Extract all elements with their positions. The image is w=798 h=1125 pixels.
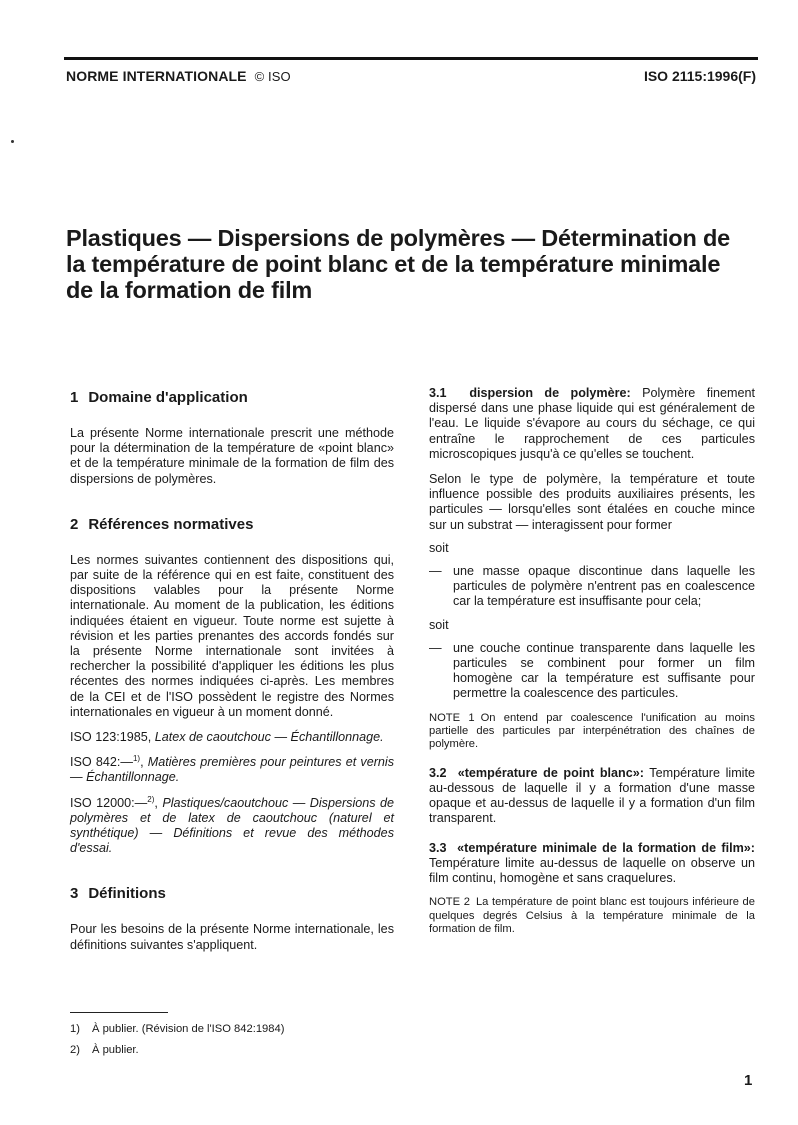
- header-document-id: ISO 2115:1996(F): [643, 68, 756, 84]
- list-item: — une couche continue transparente dans laquelle les particules se combinent pour former un film homogène car la température est suffisante pour permettre la coalescence des particules.: [429, 640, 755, 701]
- header-standard-type: [66, 68, 291, 84]
- reference-item: ISO 123:1985, Latex de caoutchouc — Échantillonnage.: [70, 730, 384, 745]
- document-title: [66, 225, 766, 303]
- definition-3-2: 3.2 «température de point blanc»: Température limite au-dessous de laquelle il y a formation d'une masse opaque et au-dessus de laquelle il y a formation d'un film transparent.: [429, 765, 755, 826]
- header-rule: [64, 57, 758, 60]
- definition-3-3: 3.3 «température minimale de la formation de film»: Température limite au-dessus de laquelle on observe un film continu, homogène et sans craquelures.: [429, 840, 755, 886]
- page-number: 1: [744, 1072, 753, 1089]
- section-heading-scope: 1 Domaine d'application: [70, 389, 248, 406]
- scope-paragraph: La présente Norme internationale prescrit une méthode pour la détermination de la température de «point blanc» et de la température minimale de la formation de film des dispersions de polymères.: [70, 426, 394, 486]
- right-column: [429, 386, 755, 937]
- definitions-intro-paragraph: Pour les besoins de la présente Norme internationale, les définitions suivantes s'appliquent.: [70, 922, 394, 952]
- footnotes: [70, 1019, 284, 1061]
- reference-item: ISO 842:—$^{1)}$, Matières premières pour peintures et vernis — Échantillonnage.: [70, 754, 394, 785]
- footnote: 1) À publier. (Révision de l'ISO 842:1984): [70, 1023, 285, 1035]
- soit-label: soit: [429, 617, 449, 632]
- soit-label: soit: [429, 540, 449, 555]
- footnote: 2) À publier.: [70, 1044, 139, 1056]
- title-line: de la formation de film: [66, 277, 313, 303]
- normative-references-paragraph: Les normes suivantes contiennent des dispositions qui, par suite de la référence qui en est faite, constituent des dispositions valables pour la présente Norme internationale. Au moment de la publication, les éditions indiquées étaient en vigueur. Toute norme est sujette à révision et les parties prenantes des accords fondés sur la présente Norme internationale sont invitées à rechercher la possibilité d'appliquer les éditions les plus récentes des normes indiquées ci-après. Les membres de la CEI et de l'ISO possèdent le registre des Normes internationales en vigueur à un moment donné.: [70, 552, 394, 719]
- section-heading-normative-references: 2 Références normatives: [70, 515, 254, 533]
- scan-speck: [11, 140, 14, 143]
- header-copyright: © ISO: [254, 69, 291, 84]
- title-line: Plastiques — Dispersions de polymères — Détermination de: [66, 225, 730, 251]
- section-heading-definitions: 3 Définitions: [70, 885, 166, 903]
- note-2: NOTE 2 La température de point blanc est toujours inférieure de quelques degrés Celsius à la température minimale de la formation de film.: [429, 896, 755, 936]
- definition-3-1: 3.1 dispersion de polymère: Polymère finement dispersé dans une phase liquide qui est généralement de l'eau. Le liquide s'évapore au cours du séchage, ce qui entraîne le rapprochement de ces particules microscopiques jusqu'à ce qu'elles se touchent.: [429, 386, 756, 461]
- header-left-label: NORME INTERNATIONALE: [66, 68, 247, 84]
- reference-item: ISO 12000:—$^{2)}$, Plastiques/caoutchouc — Dispersions de polymères et de latex de caoutchouc (naturel et synthétique) — Définitions et revue des méthodes d'essai.: [70, 794, 395, 856]
- title-line: la température de point blanc et de la température minimale: [66, 251, 721, 277]
- definition-3-1-paragraph-2: Selon le type de polymère, la température et toute influence possible des produits auxiliaires présents, les particules — lorsqu'elles sont étalées en couche mince sur un substrat — interagissent pour former: [429, 472, 755, 532]
- footnote-rule: [70, 1012, 168, 1013]
- left-column: [70, 388, 394, 953]
- note-1: NOTE 1 On entend par coalescence l'unification au moins partielle des particules par interpénétration des chaînes de polymère.: [429, 711, 755, 751]
- list-item: — une masse opaque discontinue dans laquelle les particules de polymère n'entrent pas en coalescence car la température est insuffisante pour cela;: [429, 564, 755, 609]
